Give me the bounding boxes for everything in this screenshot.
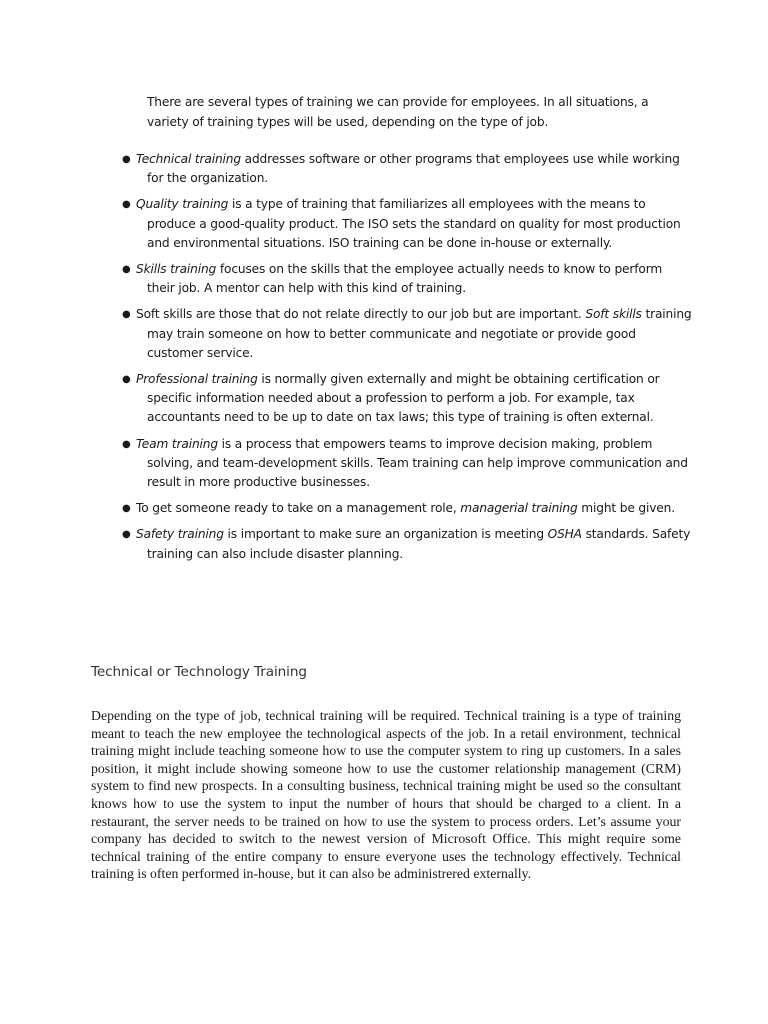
bullet-icon: ● bbox=[122, 529, 131, 541]
list-item-term: Safety training bbox=[136, 527, 224, 542]
list-item-text bbox=[136, 305, 692, 363]
list-item-description: addresses software or other programs that employees use while working for the organization. bbox=[147, 152, 680, 186]
list-item-description: focuses on the skills that the employee actually needs to know to perform their job. A mentor can help with this kind of training. bbox=[147, 262, 663, 296]
list-item bbox=[122, 260, 692, 298]
bullet-icon: ● bbox=[122, 438, 131, 450]
list-item-term: Professional training bbox=[136, 372, 258, 387]
list-item bbox=[122, 150, 692, 188]
list-item-term: managerial training bbox=[460, 501, 578, 516]
list-item-description: is a process that empowers teams to improve decision making, problem solving, and team-development skills. Team training can help improve communication and result in more productive businesses. bbox=[147, 436, 688, 490]
bullet-icon: ● bbox=[122, 154, 131, 165]
list-item-description: is a type of training that familiarizes all employees with the means to produce a good-quality product. The ISO sets the standard on quality for most production and environmental situations. ISO training can be done in-house or externally. bbox=[147, 197, 681, 250]
bullet-icon: ● bbox=[122, 309, 131, 321]
bullet-icon: ● bbox=[122, 503, 131, 515]
list-item-text bbox=[136, 525, 692, 563]
list-item-term: OSHA bbox=[547, 527, 582, 542]
list-item-term: Team training bbox=[136, 436, 218, 451]
section-paragraph: Depending on the type of job, technical training will be required. Technical training is a type of training meant to teach the new employee the technological aspects of the job. In a retail environment, technical training might include teaching someone how to use the computer system to ring up customers. In a sales position, it might include showing someone how to use the customer relationship management (CRM) system to find new prospects. In a consulting business, technical training might be used so the consultant knows how to use the system to input the number of hours that should be charged to a client. In a restaurant, the server needs to be trained on how to use the system to process orders. Let’s assume your company has decided to switch to the newest version of Microsoft Office. This might require some technical training of the entire company to ensure everyone uses the technology effectively. Technical training is often performed in-house, but it can also be administrered externally. bbox=[91, 708, 681, 882]
list-item-text bbox=[136, 195, 692, 253]
list-item bbox=[122, 370, 692, 428]
list-item-term: Technical training bbox=[136, 152, 241, 166]
list-item bbox=[122, 435, 692, 493]
list-item bbox=[122, 525, 692, 563]
section-heading: Technical or Technology Training bbox=[91, 664, 307, 680]
list-item-term: Soft skills bbox=[585, 307, 642, 322]
list-item-description: is normally given externally and might be obtaining certification or specific information needed about a profession to perform a job. For example, tax accountants need to be up to date on tax laws; this type of training is often external. bbox=[147, 372, 660, 425]
list-item-description: is important to make sure an organization is meeting bbox=[223, 527, 548, 542]
training-types-list bbox=[122, 150, 692, 571]
bullet-icon: ● bbox=[122, 264, 131, 276]
list-item-text bbox=[136, 260, 692, 298]
list-item bbox=[122, 499, 692, 518]
list-item-description: standards. Safety training can also include disaster planning. bbox=[147, 527, 691, 561]
bullet-icon: ● bbox=[122, 374, 131, 386]
list-item-description: training may train someone on how to better communicate and negotiate or provide good customer service. bbox=[147, 307, 692, 360]
list-item-text bbox=[136, 435, 692, 493]
bullet-icon: ● bbox=[122, 199, 131, 211]
list-item-lead: Soft skills are those that do not relate directly to our job but are important. bbox=[136, 307, 586, 322]
list-item-description: might be given. bbox=[577, 501, 675, 516]
list-item-text bbox=[136, 370, 692, 428]
list-item-term: Quality training bbox=[136, 197, 229, 212]
list-item-text bbox=[136, 150, 692, 188]
intro-paragraph: There are several types of training we can provide for employees. In all situations, a variety of training types will be used, depending on the type of job. bbox=[147, 95, 649, 129]
list-item-lead: To get someone ready to take on a management role, bbox=[136, 501, 461, 516]
list-item-text bbox=[136, 499, 692, 518]
list-item-term: Skills training bbox=[136, 262, 217, 277]
list-item bbox=[122, 305, 692, 363]
list-item bbox=[122, 195, 692, 253]
